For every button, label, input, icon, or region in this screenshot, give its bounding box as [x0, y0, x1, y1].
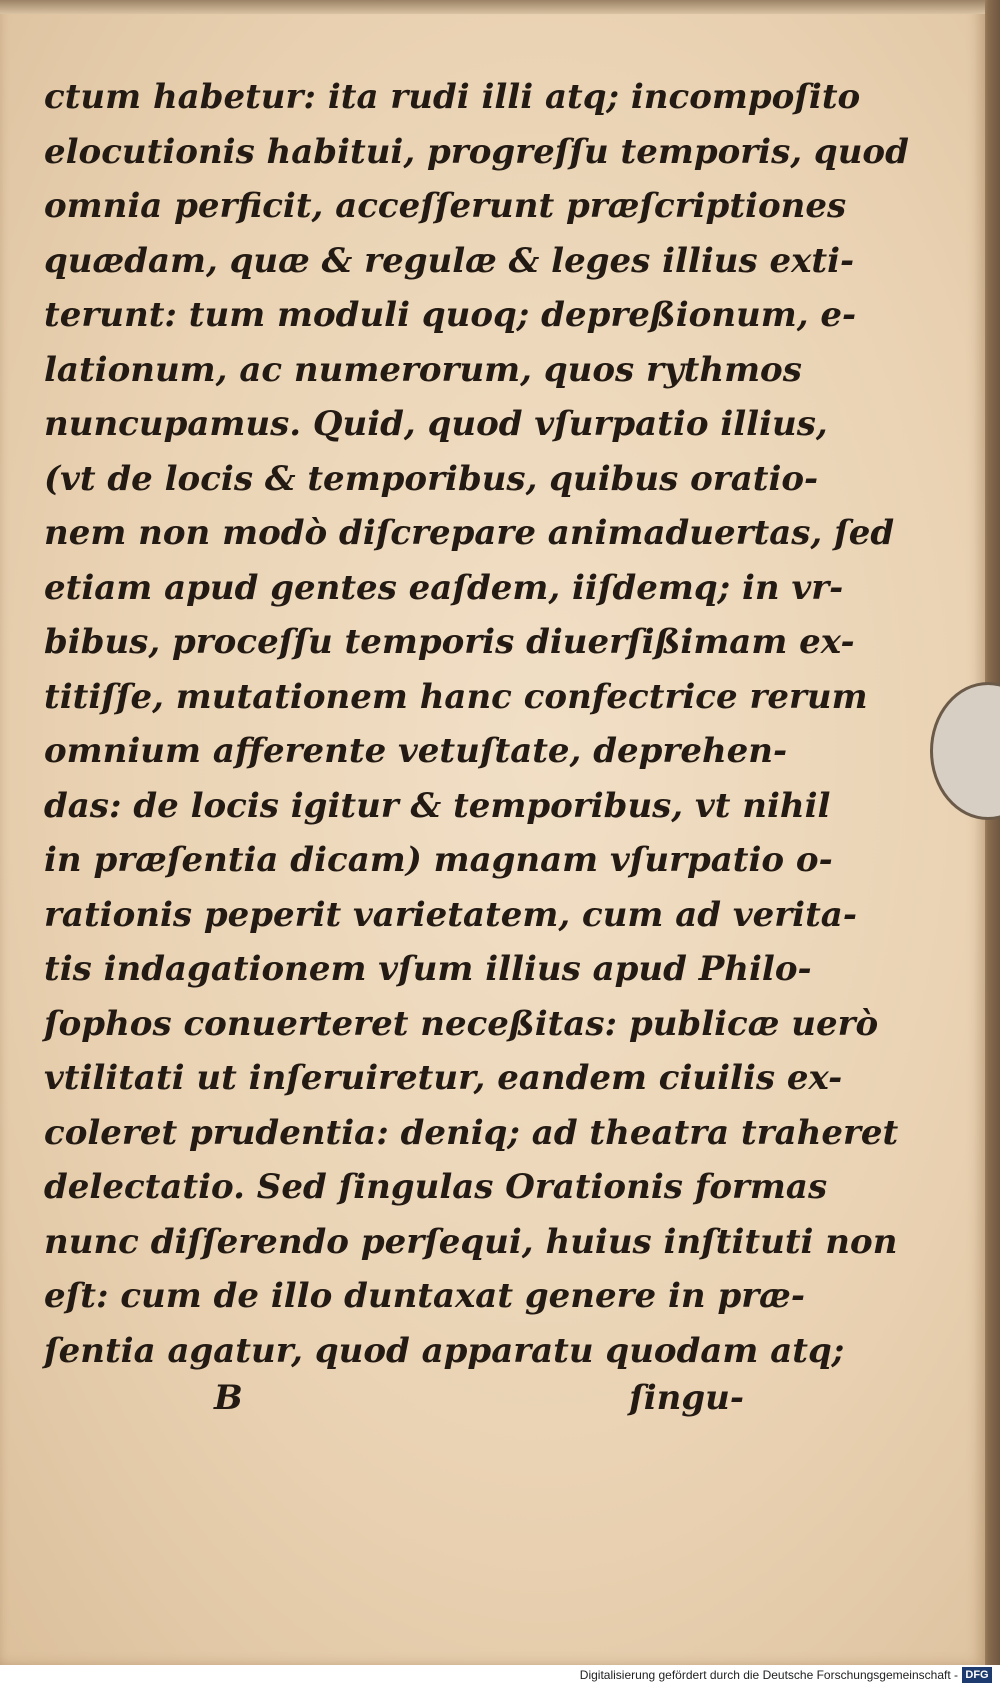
- signature-mark: B: [214, 1378, 243, 1418]
- text-line: nuncupamus. Quid, quod vſurpatio illius,: [44, 404, 828, 444]
- page-top-edge: [0, 0, 985, 14]
- text-line: das: de locis igitur & temporibus, vt nihil: [44, 785, 831, 826]
- text-line: omnium afferente vetuſtate, deprehen-: [44, 731, 788, 771]
- text-line: titiſſe, mutationem hanc confectrice rerum: [44, 676, 868, 717]
- text-line: bibus, proceſſu temporis diuerſißimam ex-: [44, 622, 855, 662]
- text-line: etiam apud gentes eaſdem, iiſdemq; in vr-: [44, 567, 844, 608]
- text-line: omnia perficit, acceſſerunt præſcriptiones: [44, 186, 847, 226]
- text-line: ctum habetur: ita rudi illi atq; incompoſito: [44, 77, 861, 117]
- text-line: elocutionis habitui, progreſſu temporis, quod: [44, 131, 909, 172]
- credit-bar: [0, 1665, 1000, 1686]
- credit-text: Digitalisierung gefördert durch die Deutsche Forschungsgemeinschaft -: [579, 1668, 958, 1682]
- text-line: lationum, ac numerorum, quos rythmos: [44, 349, 802, 390]
- text-line: ſentia agatur, quod apparatu quodam atq;: [44, 1330, 845, 1371]
- text-line: eſt: cum de illo duntaxat genere in præ-: [44, 1276, 805, 1316]
- text-line: nem non modò diſcrepare animaduertas, ſed: [44, 513, 895, 553]
- text-line: terunt: tum moduli quoq; depreßionum, e-: [44, 295, 857, 335]
- text-line: quædam, quæ & regulæ & leges illius exti-: [44, 240, 855, 281]
- catchword: ſingu-: [629, 1378, 744, 1418]
- text-line: tis indagationem vſum illius apud Philo-: [44, 949, 812, 989]
- text-line: delectatio. Sed ſingulas Orationis formas: [44, 1167, 828, 1207]
- text-line: ſophos conuerteret neceßitas: publicæ uerò: [44, 1003, 879, 1044]
- text-line: coleret prudentia: deniq; ad theatra traheret: [44, 1112, 899, 1153]
- body-text: [44, 70, 909, 1378]
- page-footer: [44, 1378, 744, 1434]
- dfg-logo-icon: DFG: [962, 1667, 992, 1683]
- text-line: vtilitati ut inſeruiretur, eandem ciuilis ex-: [44, 1058, 843, 1098]
- text-line: nunc diſſerendo perſequi, huius inſtituti non: [44, 1221, 898, 1262]
- text-line: in præſentia dicam) magnam vſurpatio o-: [44, 840, 833, 880]
- text-line: rationis peperit varietatem, cum ad verita-: [44, 894, 857, 935]
- text-line: (vt de locis & temporibus, quibus oratio-: [44, 458, 819, 499]
